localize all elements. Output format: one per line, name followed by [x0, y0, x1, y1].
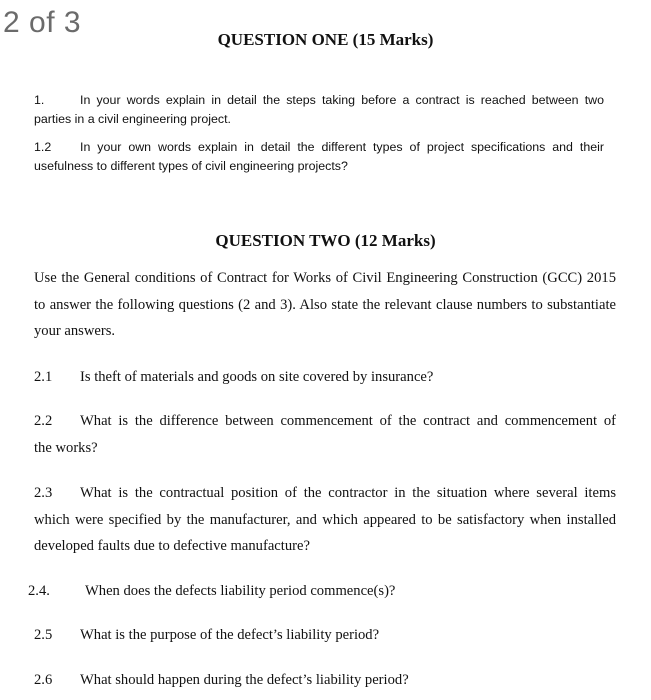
item-text-line1: What is the contractual position of the contractor in the situation where several items	[80, 485, 616, 501]
item-text-line2: which were specified by the manufacturer, and which appeared to be satisfactory when installed developed faults due to defective manufacture?	[34, 511, 616, 554]
question-two-intro: Use the General conditions of Contract for Works of Civil Engineering Construction (GCC) 2015 to answer the following questions (2 and 3). Also state the relevant clause numbers to substantiate your answers.	[34, 270, 616, 339]
question-1-item	[34, 91, 604, 129]
item-text: What is the purpose of the defect’s liability period?	[80, 627, 380, 643]
item-text-line2: parties in a civil engineering project.	[34, 112, 231, 126]
item-text-line1: What is the difference between commencement of the contract and commencement of	[80, 413, 616, 429]
item-number: 2.1	[34, 369, 53, 385]
item-text-line1: In your words explain in detail the steps taking before a contract is reached between two	[80, 93, 604, 107]
item-number: 1.2	[34, 140, 52, 154]
item-text: What should happen during the defect’s liability period?	[80, 672, 409, 688]
item-text-line1: In your own words explain in detail the different types of project specifications and their	[80, 140, 604, 154]
item-text-line2: the works?	[34, 439, 98, 456]
item-number: 2.2	[34, 413, 53, 429]
question-2-6-item	[34, 667, 616, 694]
question-one-heading: QUESTION ONE (15 Marks)	[217, 30, 434, 49]
item-number: 2.5	[34, 627, 53, 643]
item-text: Is theft of materials and goods on site covered by insurance?	[80, 369, 434, 385]
question-2-5-item	[34, 622, 616, 649]
item-number: 2.3	[34, 485, 53, 501]
item-number: 2.4.	[28, 583, 50, 599]
question-2-4-item	[28, 578, 610, 605]
item-number: 1.	[34, 93, 45, 107]
page-indicator: 2 of 3	[3, 6, 82, 39]
question-1-2-item	[34, 138, 604, 176]
question-2-3-item	[34, 480, 616, 560]
question-two-heading: QUESTION TWO (12 Marks)	[215, 231, 436, 250]
question-2-1-item	[34, 364, 616, 391]
question-2-2-item	[34, 408, 616, 461]
item-text-line2: usefulness to different types of civil engineering projects?	[34, 159, 348, 173]
item-text: When does the defects liability period commence(s)?	[85, 583, 396, 599]
item-number: 2.6	[34, 672, 53, 688]
